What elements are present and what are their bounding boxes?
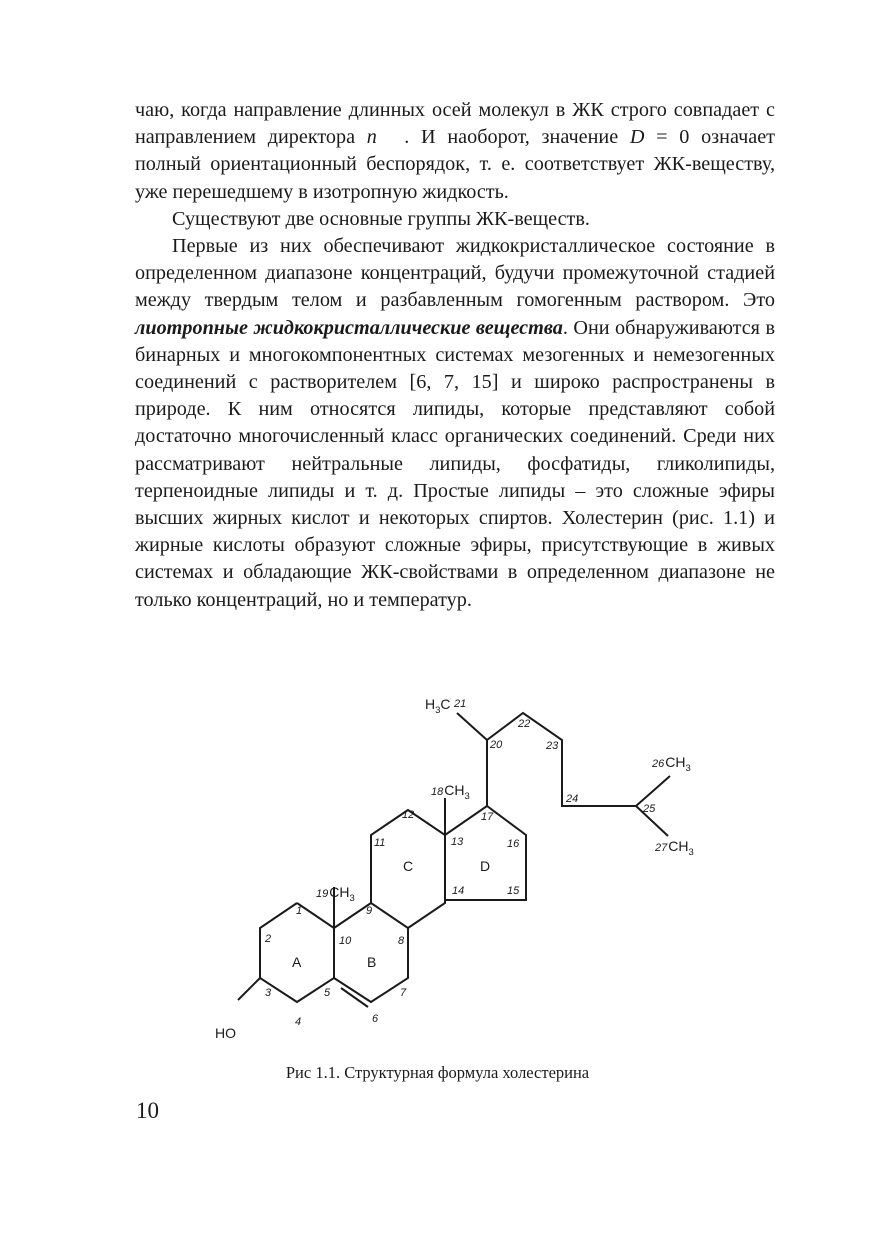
ring-b-outline <box>334 903 408 1002</box>
paragraph-1-end: = 0 означает полный ориентационный беспорядок, т. е. соответствует ЖК-веществу, уже перешедшему в изотропную жидкость. <box>135 126 775 203</box>
atom-18: 18 <box>431 786 444 798</box>
methyl-19-label <box>316 884 355 904</box>
atom-5: 5 <box>324 987 331 999</box>
methyl-21-sub: 3 <box>435 705 441 716</box>
ring-label-d: D <box>480 858 491 874</box>
atom-7: 7 <box>400 987 407 999</box>
page-number: 10 <box>136 1098 159 1123</box>
cholesterol-structure-diagram <box>0 680 875 1080</box>
methyl-21-bond <box>457 713 487 740</box>
atom-1: 1 <box>296 905 303 917</box>
methyl-21-c: C <box>440 696 451 712</box>
paragraph-3 <box>135 233 775 614</box>
methyl-27-label <box>654 838 694 858</box>
atom-19: 19 <box>316 888 329 900</box>
methyl-18-label <box>431 782 470 802</box>
atom-27: 27 <box>655 842 668 854</box>
figure-caption: Рис 1.1. Структурная формула холестерина <box>285 1063 590 1082</box>
atom-15: 15 <box>507 885 520 897</box>
methyl-26-sub: 3 <box>685 763 691 774</box>
atom-3: 3 <box>265 987 272 999</box>
paragraph-1-text: чаю, когда направление длинных осей молекул в ЖК строго совпадает с направлением директора <box>135 99 775 149</box>
hydroxyl-bond <box>238 978 260 1000</box>
methyl-27-ch: CH <box>668 838 689 854</box>
side-chain-bonds <box>487 713 670 806</box>
ring-label-b: B <box>367 954 377 970</box>
order-parameter-symbol: D <box>629 126 645 149</box>
cholesterol-figure <box>0 680 875 1080</box>
methyl-21-label <box>425 696 451 716</box>
atom-2: 2 <box>265 933 272 945</box>
methyl-18-ch: CH <box>444 782 465 798</box>
paragraph-3-start: Первые из них обеспечивают жидкокристаллическое состояние в определенном диапазоне концентраций, будучи промежуточной стадией между твердым телом и разбавленным гомогенным раствором. Это <box>135 235 775 312</box>
atom-8: 8 <box>398 935 405 947</box>
paragraph-1-mid: . И наоборот, значение <box>392 126 630 149</box>
paragraph-3-end: . Они обнаруживаются в бинарных и многокомпонентных системах мезогенных и немезогенных соединений с растворителем [6, 7, 15] и широко распространены в природе. К ним относятся липиды, которые представляют собой достаточно многочисленный класс органических соединений. Среди них рассматривают нейтральные липиды, фосфатиды, гликолипиды, терпеноидные липиды и т. д. Простые липиды – это сложные эфиры высших жирных кислот и некоторых спиртов. Холестерин (рис. 1.1) и жирные кислоты образуют сложные эфиры, присутствующие в живых системах и обладающие ЖК-свойствами в определенном диапазоне не только концентраций, но и температур. <box>135 316 775 611</box>
atom-6: 6 <box>372 1013 379 1025</box>
atom-23: 23 <box>546 740 559 752</box>
body-text <box>135 97 775 614</box>
methyl-19-ch: CH <box>329 884 350 900</box>
methyl-18-sub: 3 <box>464 791 470 802</box>
ring-label-a: A <box>292 954 302 970</box>
atom-11: 11 <box>374 837 386 849</box>
paragraph-2: Существуют две основные группы ЖК-веществ. <box>172 207 590 230</box>
atom-9: 9 <box>366 905 373 917</box>
methyl-19-sub: 3 <box>349 893 355 904</box>
atom-13: 13 <box>451 836 464 848</box>
atom-4: 4 <box>295 1016 302 1028</box>
atom-24: 24 <box>566 793 579 805</box>
atom-10: 10 <box>339 935 352 947</box>
atom-12: 12 <box>402 809 415 821</box>
methyl-21-h: H <box>425 696 436 712</box>
atom-21: 21 <box>454 698 467 710</box>
methyl-26-ch: CH <box>665 754 686 770</box>
methyl-26-label <box>651 754 691 774</box>
lyotropic-term: лиотропные жидкокристаллические вещества <box>135 316 563 339</box>
atom-20: 20 <box>490 739 503 751</box>
paragraph-1 <box>135 97 775 206</box>
hydroxyl-label: HO <box>215 1025 236 1041</box>
atom-25: 25 <box>643 803 656 815</box>
atom-16: 16 <box>507 838 520 850</box>
methyl-27-sub: 3 <box>688 847 694 858</box>
director-vector: n⃗ <box>366 126 393 149</box>
atom-22: 22 <box>518 718 531 730</box>
atom-26: 26 <box>652 758 665 770</box>
atom-14: 14 <box>452 885 465 897</box>
atom-17: 17 <box>481 811 494 823</box>
ring-label-c: C <box>403 858 414 874</box>
